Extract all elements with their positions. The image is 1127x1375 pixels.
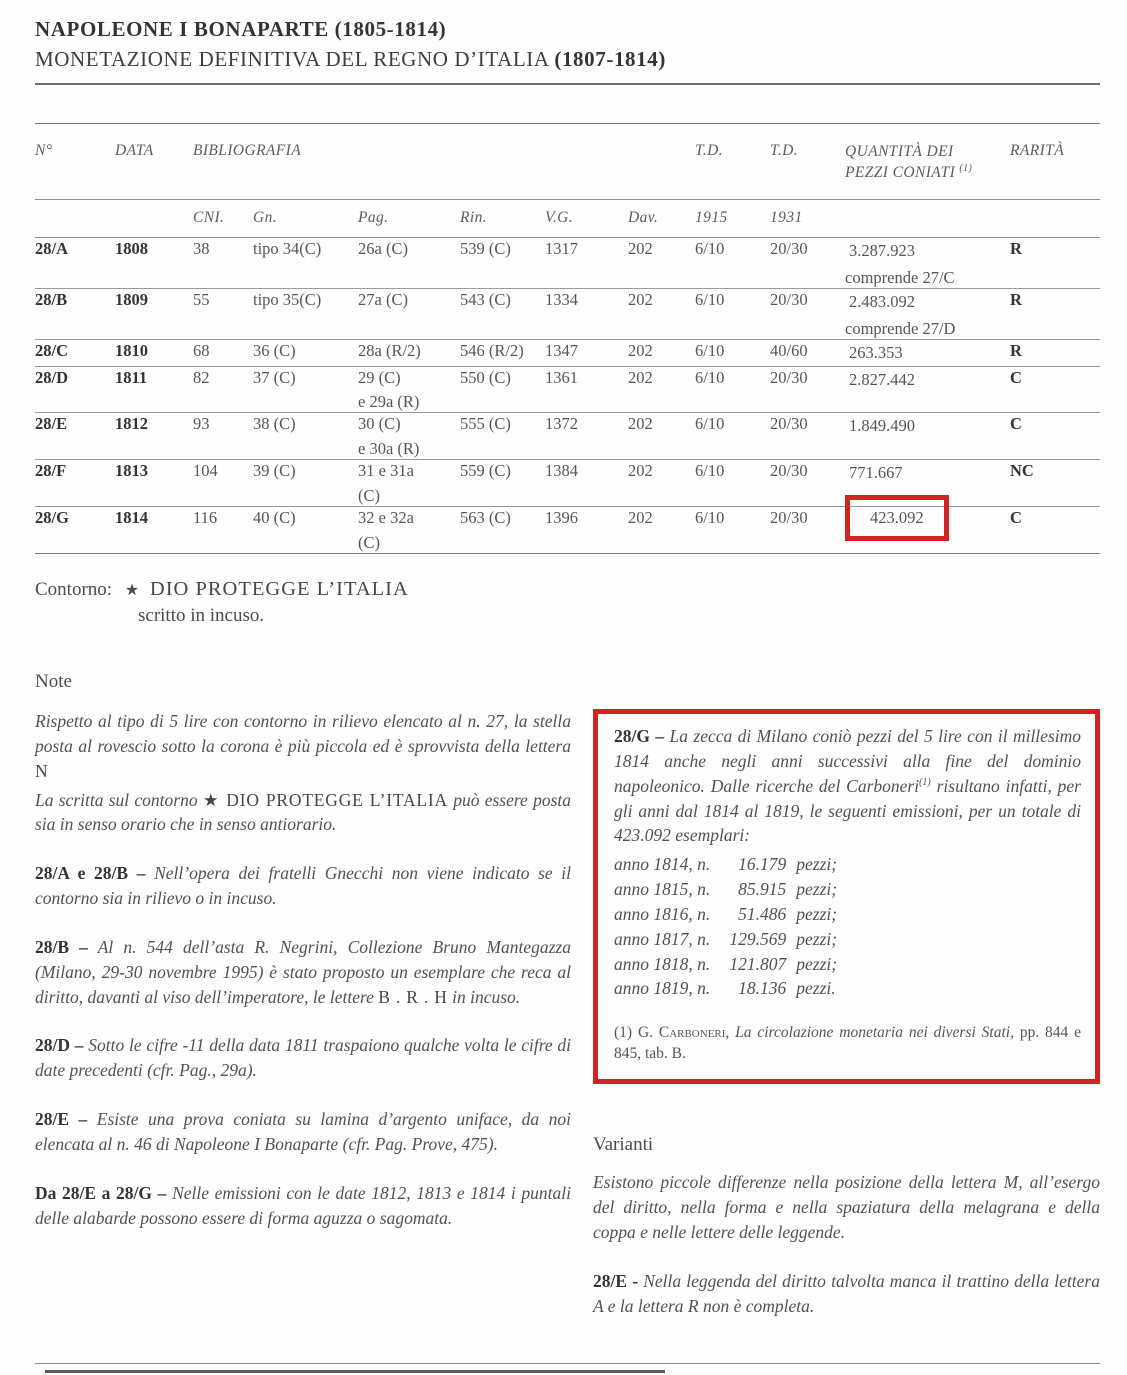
cell-rarity: C [1010,507,1100,553]
cell-vg: 1372 [545,413,628,460]
edge-legend: DIO PROTEGGE L’ITALIA [149,578,409,600]
table-row [35,507,1100,553]
cell-rarity: C [1010,413,1100,460]
contorno-label: Contorno: [35,579,113,600]
contorno-line2: scritto in incuso. [138,605,265,626]
cell-catalog-number: 28/F [35,460,115,507]
table-row [35,413,1100,460]
table-row [35,366,1100,413]
cell-rin: 550 (C) [460,366,545,413]
mintage-line: anno 1817, n. 129.569 pezzi; [614,928,838,949]
subcol-1931: 1931 [770,200,845,238]
cell-rarity: NC [1010,460,1100,507]
cell-rin: 559 (C) [460,460,545,507]
varianti-heading: Varianti [593,1134,654,1156]
note-paragraph: Rispetto al tipo di 5 lire con contorno in rilievo elencato al n. 27, la stella posta al rovescio sotto la corona è più piccola ed è sprovvista della lettera N [35,711,571,781]
cell-cni: 38 [193,238,253,289]
cell-year: 1813 [115,460,193,507]
cell-td-1915: 6/10 [695,413,770,460]
mintage-line: anno 1815, n. 85.915 pezzi; [614,879,838,900]
cell-year: 1812 [115,413,193,460]
title-divider [35,83,1100,85]
cell-pag: 26a (C) [358,238,460,289]
cell-cni: 116 [193,507,253,553]
cell-pag: 32 e 32a (C) [358,507,460,553]
cell-quantity: 423.092 [845,507,1010,553]
subcol-pag: Pag. [358,200,460,238]
note-paragraph: 28/B – Al n. 544 dell’asta R. Negrini, Collezione Bruno Mantegazza (Milano, 29-30 novembre 1995) è stato proposto un esemplare che reca al diritto, davanti al viso dell’imperatore, le lettere B . R . H in incuso. [35,936,571,1007]
cell-vg: 1317 [545,238,628,289]
cell-pag: 30 (C) e 30a (R) [358,413,460,460]
note-paragraph: 28/A e 28/B – Nell’opera dei fratelli Gnecchi non viene indicato se il contorno sia in rilievo o in incuso. [35,863,571,909]
cell-td-1915: 6/10 [695,460,770,507]
cell-rin: 539 (C) [460,238,545,289]
varianti-paragraph: Esistono piccole differenze nella posizione della lettera M, all’esergo del diritto, nella forma e nella spaziatura della melagrana e della coppa e nelle lettere delle leggende. [593,1172,1100,1242]
page-subtitle: MONETAZIONE DEFINITIVA DEL REGNO D’ITALIA (1807-1814) [35,47,666,72]
cell-td-1915: 6/10 [695,366,770,413]
varianti-paragraph: 28/E - Nella leggenda del diritto talvolta manca il trattino della lettera A e la lettera R non è completa. [593,1270,1100,1316]
col-header-quantity: QUANTITÀ DEI PEZZI CONIATI $^{(1)}$ [845,123,1010,199]
cell-gn: tipo 35(C) [253,289,358,340]
subcol-cni: CNI. [193,200,253,238]
cell-dav: 202 [628,238,695,289]
bottom-divider [35,1363,1100,1364]
cell-cni: 68 [193,340,253,366]
note-paragraph: 28/E – Esiste una prova coniata su lamina d’argento uniface, da noi elencata al n. 46 di Napoleone I Bonaparte (cfr. Pag. Prove, 475). [35,1109,572,1154]
cell-catalog-number: 28/A [35,238,115,289]
cell-td-1931: 20/30 [770,366,845,413]
cell-year: 1808 [115,238,193,289]
cell-gn: 36 (C) [253,340,358,366]
cell-cni: 93 [193,413,253,460]
cell-rin: 546 (R/2) [460,340,545,366]
cell-cni: 55 [193,289,253,340]
cell-gn: 39 (C) [253,460,358,507]
mintage-line: anno 1819, n. 18.136 pezzi. [614,978,836,999]
notes-right-column [593,709,1100,1322]
cell-vg: 1384 [545,460,628,507]
cell-pag: 27a (C) [358,289,460,340]
table-row [35,340,1100,366]
cell-year: 1809 [115,289,193,340]
page-header [35,14,1100,85]
table-row [35,289,1100,340]
cell-catalog-number: 28/B [35,289,115,340]
coin-catalog-table [35,123,1100,553]
cell-year: 1810 [115,340,193,366]
subcol-vg: V.G. [545,200,628,238]
cell-gn: 37 (C) [253,366,358,413]
subcol-1915: 1915 [695,200,770,238]
subcol-rin: Rin. [460,200,545,238]
page-title: NAPOLEONE I BONAPARTE (1805-1814) [35,17,447,41]
cell-cni: 82 [193,366,253,413]
cell-pag: 29 (C) e 29a (R) [358,366,460,413]
col-header-td-1931: T.D. [770,123,845,199]
cell-td-1915: 6/10 [695,289,770,340]
cell-td-1931: 40/60 [770,340,845,366]
cell-dav: 202 [628,340,695,366]
cell-gn: 40 (C) [253,507,358,553]
cell-vg: 1361 [545,366,628,413]
cell-gn: 38 (C) [253,413,358,460]
note-paragraph: La scritta sul contorno ★ DIO PROTEGGE L’ITALIA può essere posta sia in senso orario che in senso antiorario. [35,789,571,835]
col-header-data: DATA [115,123,193,199]
col-header-td-1915: T.D. [695,123,770,199]
cell-vg: 1347 [545,340,628,366]
cell-catalog-number: 28/G [35,507,115,553]
cell-quantity: 263.353 [845,340,1010,366]
mintage-line: anno 1818, n. 121.807 pezzi; [614,953,838,974]
cell-td-1915: 6/10 [695,507,770,553]
cell-rarity: R [1010,289,1100,340]
cell-pag: 28a (R/2) [358,340,460,366]
mintage-line: anno 1814, n. 16.179 pezzi; [614,854,838,875]
cell-gn: tipo 34(C) [253,238,358,289]
mintage-list [614,852,1081,1001]
cell-catalog-number: 28/C [35,340,115,366]
col-header-rarity: RARITÀ [1010,123,1100,199]
cell-quantity: 2.827.442 [845,366,1010,413]
cell-dav: 202 [628,460,695,507]
cell-dav: 202 [628,507,695,553]
bottom-edge-line [45,1370,665,1373]
cell-td-1931: 20/30 [770,460,845,507]
footnote: (1) G. Carboneri, La circolazione monetaria nei diversi Stati, pp. 844 e 845, tab. B. [614,1024,1082,1063]
cell-td-1931: 20/30 [770,507,845,553]
note-paragraph: 28/D – Sotto le cifre -11 della data 1811 traspaiono qualche volta le cifre di date precedenti (cfr. Pag., 29a). [35,1035,571,1081]
cell-td-1915: 6/10 [695,340,770,366]
cell-td-1931: 20/30 [770,413,845,460]
cell-rarity: R [1010,340,1100,366]
mintage-line: anno 1816, n. 51.486 pezzi; [614,903,838,924]
cell-year: 1814 [115,507,193,553]
notes-columns [35,709,1100,1322]
varianti-section [593,1134,1100,1318]
cell-rarity: C [1010,366,1100,413]
cell-cni: 104 [193,460,253,507]
cell-td-1915: 6/10 [695,238,770,289]
cell-catalog-number: 28/E [35,413,115,460]
cell-pag: 31 e 31a (C) [358,460,460,507]
table-bottom-rule [35,553,1100,554]
table-row [35,238,1100,289]
star-icon: ★ [124,582,140,599]
note-28g-highlight-box [593,709,1100,1084]
subcol-gn: Gn. [253,200,358,238]
cell-quantity: 1.849.490 [845,413,1010,460]
cell-vg: 1396 [545,507,628,553]
cell-quantity: 771.667 [845,460,1010,507]
cell-dav: 202 [628,289,695,340]
cell-rin: 555 (C) [460,413,545,460]
note-paragraph: Da 28/E a 28/G – Nelle emissioni con le date 1812, 1813 e 1814 i puntali delle alabarde possono essere di forma aguzza o sagomata. [35,1182,572,1228]
cell-quantity: 2.483.092 comprende 27/D [845,289,1010,340]
cell-rarity: R [1010,238,1100,289]
cell-td-1931: 20/30 [770,289,845,340]
col-header-bibliografia: BIBLIOGRAFIA [193,123,695,199]
cell-dav: 202 [628,366,695,413]
cell-quantity: 3.287.923 comprende 27/C [845,238,1010,289]
cell-td-1931: 20/30 [770,238,845,289]
notes-left-column [35,709,571,1235]
cell-rin: 563 (C) [460,507,545,553]
cell-catalog-number: 28/D [35,366,115,413]
subcol-dav: Dav. [628,200,695,238]
col-header-n: N° [35,123,115,199]
contorno-section [35,578,1100,627]
cell-rin: 543 (C) [460,289,545,340]
cell-dav: 202 [628,413,695,460]
cell-year: 1811 [115,366,193,413]
table-body [35,238,1100,553]
note-28g-paragraph: 28/G – La zecca di Milano coniò pezzi del 5 lire con il millesimo 1814 anche negli anni successivi alla fine del dominio napoleonico. Dalle ricerche del Carboneri$^{(1)}$ risultano infatti, per gli anni dal 1814 al 1819, le seguenti emissioni, per un totale di 423.092 esemplari: [614,726,1081,846]
cell-vg: 1334 [545,289,628,340]
notes-heading: Note [35,671,72,692]
table-header [35,123,1100,237]
